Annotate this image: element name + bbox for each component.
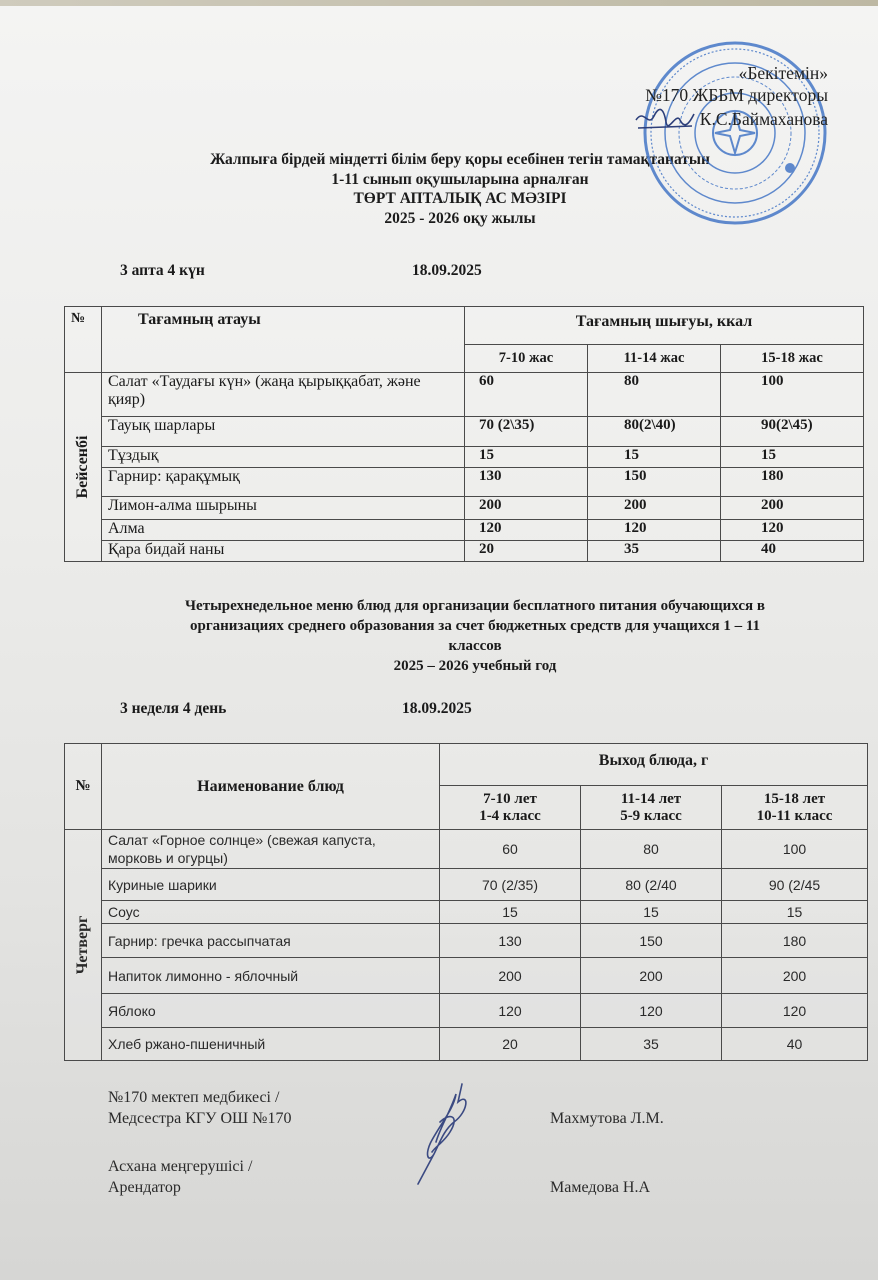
director-signature [634, 106, 696, 132]
dish-value: 180 [721, 468, 864, 497]
table-row [65, 541, 864, 562]
nurse-role-ru: Медсестра КГУ ОШ №170 [108, 1110, 292, 1127]
canteen-role-kz: Асхана меңгерушісі / [108, 1158, 253, 1175]
ru-col-name: Наименование блюд [102, 744, 440, 830]
ru-col-output: Выход блюда, г [440, 744, 868, 786]
approval-block [634, 62, 828, 137]
dish-name: Яблоко [102, 994, 440, 1028]
dish-value: 120 [721, 520, 864, 541]
canteen-name: Мамедова Н.А [550, 1179, 651, 1196]
dish-value: 20 [465, 541, 588, 562]
table-row [65, 497, 864, 520]
ru-grade: 10-11 класс [756, 807, 833, 824]
dish-name: Тұздық [102, 447, 465, 468]
table-row [65, 520, 864, 541]
ru-age: 7-10 лет [483, 790, 537, 807]
dish-value: 90 (2/45 [722, 869, 868, 901]
dish-name: Куриные шарики [102, 869, 440, 901]
dish-value: 200 [465, 497, 588, 520]
canteen-role [108, 1156, 252, 1198]
dish-value: 200 [722, 958, 868, 994]
dish-value: 200 [588, 497, 721, 520]
dish-name: Салат «Горное солнце» (свежая капуста, морковь и огурцы) [102, 830, 440, 869]
dish-value: 120 [581, 994, 722, 1028]
dish-value: 150 [588, 468, 721, 497]
dish-value: 200 [581, 958, 722, 994]
dish-value: 100 [722, 830, 868, 869]
ru-age: 15-18 лет [763, 790, 826, 807]
ru-title-line3: классов [448, 638, 502, 654]
dish-name: Қара бидай наны [102, 541, 465, 562]
table-row [65, 958, 868, 994]
table-row [65, 901, 868, 924]
dish-name: Соус [102, 901, 440, 924]
dish-value: 60 [465, 373, 588, 417]
table-row [65, 994, 868, 1028]
dish-value: 150 [581, 924, 722, 958]
dish-name: Гарнир: қарақұмық [102, 468, 465, 497]
dish-value: 80(2\40) [588, 417, 721, 447]
dish-name: Лимон-алма шырыны [102, 497, 465, 520]
nurse-signature [410, 1082, 480, 1187]
ru-age-group [440, 786, 581, 830]
dish-value: 100 [721, 373, 864, 417]
kz-age-group: 11-14 жас [588, 345, 721, 373]
approval-name: К.С.Баймаханова [699, 109, 828, 129]
dish-value: 15 [581, 901, 722, 924]
approval-position: №170 ЖББМ директоры [645, 85, 828, 105]
table-row [65, 468, 864, 497]
dish-value: 80 [588, 373, 721, 417]
dish-value: 200 [440, 958, 581, 994]
kz-menu-table [64, 306, 864, 562]
paper-edge [0, 0, 878, 6]
ru-grade: 5-9 класс [620, 807, 682, 824]
ru-day-name: Четверг [74, 915, 91, 975]
ru-menu-table [64, 743, 868, 1061]
dish-value: 130 [440, 924, 581, 958]
dish-value: 35 [581, 1028, 722, 1061]
approval-label: «Бекітемін» [738, 63, 828, 83]
table-row [65, 830, 868, 869]
dish-value: 200 [721, 497, 864, 520]
table-row [65, 417, 864, 447]
dish-value: 80 (2/40 [581, 869, 722, 901]
kz-day-label: 3 апта 4 күн [120, 262, 205, 279]
dish-value: 130 [465, 468, 588, 497]
ru-date: 18.09.2025 [402, 700, 472, 717]
table-row [65, 924, 868, 958]
ru-age-group [581, 786, 722, 830]
nurse-name: Махмутова Л.М. [550, 1110, 664, 1127]
dish-name: Тауық шарлары [102, 417, 465, 447]
dish-value: 120 [440, 994, 581, 1028]
ru-title-line1: Четырехнедельное меню блюд для организации бесплатного питания обучающихся в [185, 598, 765, 614]
ru-col-no: № [65, 744, 102, 830]
kz-date: 18.09.2025 [412, 262, 482, 279]
dish-value: 35 [588, 541, 721, 562]
table-row [65, 1028, 868, 1061]
kz-title-line1: Жалпыға бірдей міндетті білім беру қоры есебінен тегін тамақтанатын [210, 151, 710, 168]
dish-value: 60 [440, 830, 581, 869]
dish-value: 120 [588, 520, 721, 541]
ru-grade: 1-4 класс [479, 807, 541, 824]
dish-value: 90(2\45) [721, 417, 864, 447]
dish-value: 120 [465, 520, 588, 541]
dish-value: 70 (2\35) [465, 417, 588, 447]
dish-value: 15 [721, 447, 864, 468]
kz-col-no: № [65, 307, 102, 373]
kz-day-cell [65, 373, 102, 562]
kz-age-group: 15-18 жас [721, 345, 864, 373]
kz-col-name: Тағамның атауы [102, 307, 465, 373]
canteen-role-ru: Арендатор [108, 1179, 181, 1196]
nurse-role [108, 1087, 291, 1129]
kz-day-name: Бейсенбі [74, 435, 91, 499]
dish-value: 120 [722, 994, 868, 1028]
dish-value: 180 [722, 924, 868, 958]
table-row [65, 447, 864, 468]
kz-title-line2: 1-11 сынып оқушыларына арналған [331, 170, 589, 188]
ru-title-line2: организациях среднего образования за счет бюджетных средств для учащихся 1 – 11 [189, 618, 760, 634]
kz-title-line3: ТӨРТ АПТАЛЫҚ АС МӘЗІРІ [353, 190, 567, 207]
dish-value: 15 [588, 447, 721, 468]
kz-age-group: 7-10 жас [465, 345, 588, 373]
dish-name: Хлеб ржано-пшеничный [102, 1028, 440, 1061]
dish-value: 15 [722, 901, 868, 924]
ru-age: 11-14 лет [620, 790, 682, 807]
ru-day-cell [65, 830, 102, 1061]
ru-age-group [722, 786, 868, 830]
table-row [65, 869, 868, 901]
dish-name: Салат «Таудағы күн» (жаңа қырыққабат, және қияр) [102, 373, 465, 417]
dish-name: Напиток лимонно - яблочный [102, 958, 440, 994]
ru-day-label: 3 неделя 4 день [120, 700, 227, 717]
kz-col-output: Тағамның шығуы, ккал [465, 307, 864, 345]
dish-value: 40 [722, 1028, 868, 1061]
dish-value: 70 (2/35) [440, 869, 581, 901]
dish-value: 20 [440, 1028, 581, 1061]
ru-title [100, 596, 850, 676]
dish-value: 15 [465, 447, 588, 468]
dish-value: 80 [581, 830, 722, 869]
table-row [65, 373, 864, 417]
nurse-role-kz: №170 мектеп медбикесі / [108, 1089, 280, 1106]
dish-name: Алма [102, 520, 465, 541]
kz-title-line4: 2025 - 2026 оқу жылы [384, 209, 536, 227]
dish-name: Гарнир: гречка рассыпчатая [102, 924, 440, 958]
dish-value: 15 [440, 901, 581, 924]
dish-value: 40 [721, 541, 864, 562]
ru-title-line4: 2025 – 2026 учебный год [393, 658, 557, 674]
